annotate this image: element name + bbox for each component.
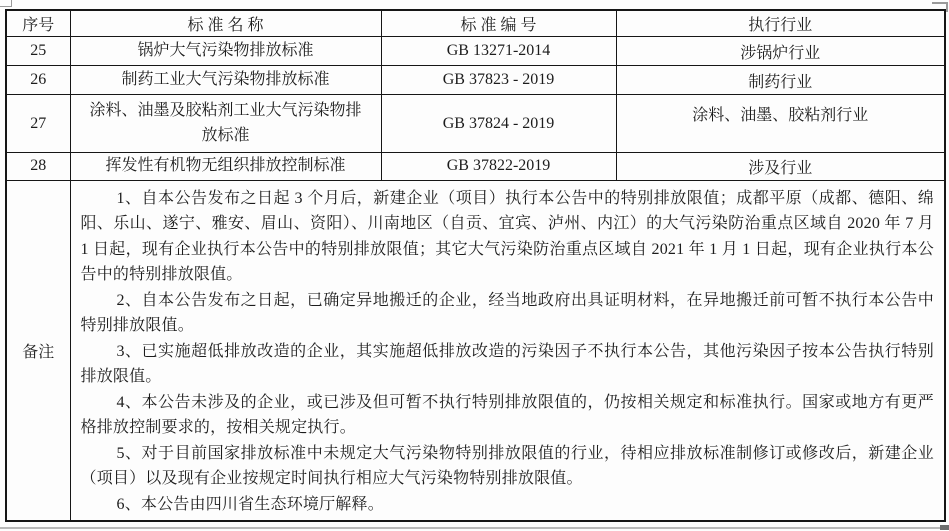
remark-note: 2、自本公告发布之日起，已确定异地搬迁的企业，经当地政府出具证明材料，在异地搬迁前可暂不执行本公告中特别排放限值。 xyxy=(80,291,934,335)
remark-note: 3、已实施超低排放改造的企业，其实施超低排放改造的污染因子不执行本公告，其他污染因子按本公告执行特别排放限值。 xyxy=(80,342,934,386)
cell-no: 27 xyxy=(6,95,70,153)
remark-note: 6、本公告由四川省生态环境厅解释。 xyxy=(116,495,384,513)
remarks-label: 备注 xyxy=(6,180,70,521)
column-header-no: 序号 xyxy=(6,10,70,37)
cell-industry: 涉锅炉行业 xyxy=(616,37,945,66)
cell-industry: 制药行业 xyxy=(616,66,945,95)
remarks-row xyxy=(6,180,945,521)
cell-name: 制药工业大气污染物排放标准 xyxy=(70,66,381,95)
cell-name: 锅炉大气污染物排放标准 xyxy=(70,37,381,66)
cell-no: 26 xyxy=(6,66,70,95)
remark-note: 5、对于目前国家排放标准中未规定大气污染物特别排放限值的行业，待相应排放标准制修订或修改后，新建企业（项目）以及现有企业按规定时间执行相应大气污染物特别排放限值。 xyxy=(80,444,934,488)
cell-name: 挥发性有机物无组织排放控制标准 xyxy=(70,153,381,181)
cell-code: GB 37823 - 2019 xyxy=(381,66,616,95)
table-row xyxy=(6,66,945,95)
remarks-content xyxy=(70,180,945,521)
cell-code: GB 13271-2014 xyxy=(381,37,616,66)
column-header-name: 标 准 名 称 xyxy=(70,10,381,37)
cell-code: GB 37822-2019 xyxy=(381,153,616,181)
table-header-row xyxy=(6,10,945,37)
cell-code: GB 37824 - 2019 xyxy=(381,95,616,153)
remark-note: 4、本公告未涉及的企业，或已涉及但可暂不执行特别排放限值的，仍按相关规定和标准执行。国家或地方有更严格排放控制要求的，按相关规定执行。 xyxy=(80,393,934,437)
table-row xyxy=(6,37,945,66)
table-row xyxy=(6,95,945,153)
cell-industry: 涉及行业 xyxy=(616,153,945,181)
table-row xyxy=(6,153,945,181)
cell-no: 25 xyxy=(6,37,70,66)
remark-note: 1、自本公告发布之日起 3 个月后，新建企业（项目）执行本公告中的特别排放限值；成都平原（成都、德阳、绵阳、乐山、遂宁、雅安、眉山、资阳）、川南地区（自贡、宜宾、泸州、内江）的大气污染防治重点区域自 2020 年 7 月 1 日起，现有企业执行本公告中的特别排放限值；其它大气污染防治重点区域自 2021 年 1 月 1 日起，现有企业执行本公告中的特别排放限值。 xyxy=(80,189,934,284)
cell-no: 28 xyxy=(6,153,70,181)
cell-industry: 涂料、油墨、胶粘剂行业 xyxy=(616,95,945,153)
top-left-edge-artifact xyxy=(0,0,12,7)
column-header-code: 标 准 编 号 xyxy=(381,10,616,37)
bottom-edge-line xyxy=(0,527,949,529)
standards-table xyxy=(5,9,946,522)
column-header-industry: 执行行业 xyxy=(616,10,945,37)
cell-name: 涂料、油墨及胶粘剂工业大气污染物排放标准 xyxy=(70,95,381,153)
bottom-right-edge-artifact xyxy=(940,525,949,530)
